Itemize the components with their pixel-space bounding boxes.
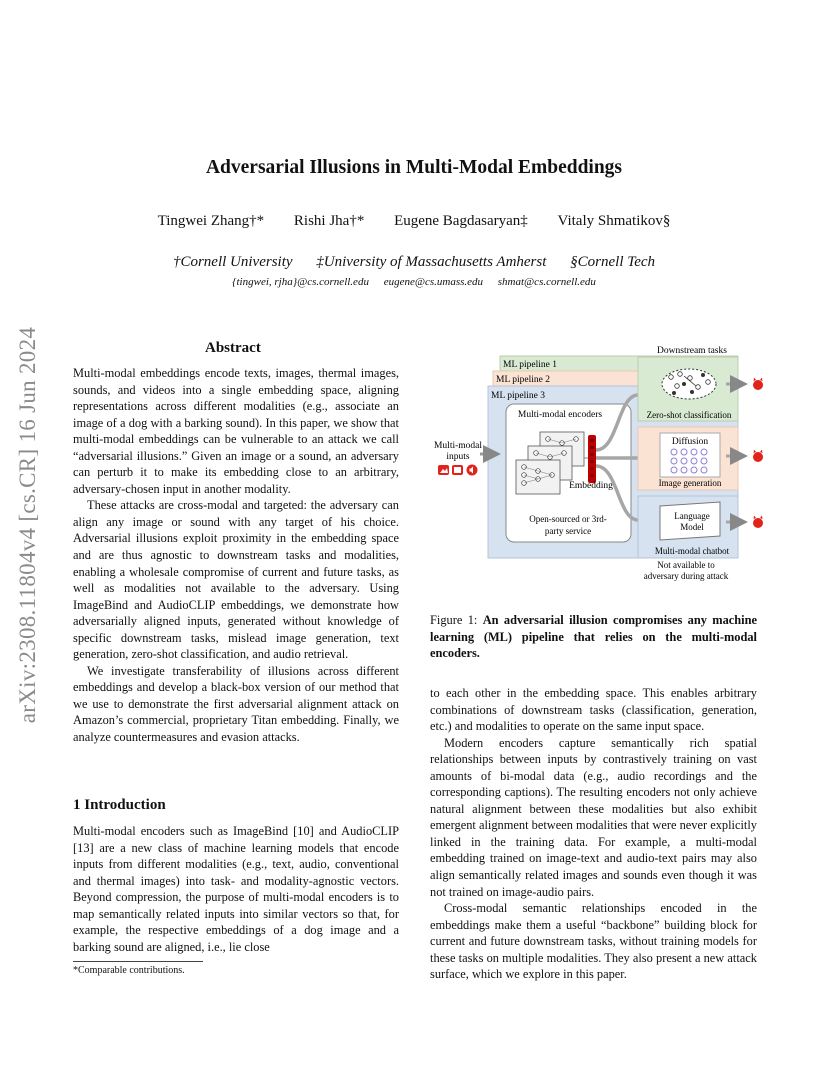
section-heading: 1 Introduction [73, 797, 166, 813]
affiliation: ‡University of Massachusetts Amherst [316, 254, 547, 270]
footnote: *Comparable contributions. [73, 965, 185, 976]
caption-text: An adversarial illusion compromises any machine learning (ML) pipeline that relies on the multi-modal encoders. [430, 613, 757, 660]
email: shmat@cs.cornell.edu [497, 276, 596, 288]
devil-icon [753, 516, 763, 529]
caption-label: Figure 1: [430, 613, 478, 627]
audio-input-icon [467, 465, 478, 476]
arxiv-identifier [6, 290, 50, 760]
text-input-icon [452, 465, 463, 475]
diffusion-label: Diffusion [671, 437, 709, 447]
email: eugene@cs.umass.edu [383, 276, 484, 288]
paper-title: Adversarial Illusions in Multi-Modal Embeddings [205, 157, 623, 178]
email-list [0, 276, 828, 288]
right-column-body [430, 685, 757, 983]
chatbot-label: Multi-modal chatbot [654, 546, 730, 556]
body-paragraph: Cross-modal semantic relationships encoded in the embeddings make them a useful “backbone” building block for current and future downstream tasks, without training models for these tasks on multiple modalities. They also present a new attack surface, which we explore in this paper. [430, 901, 757, 982]
intro-paragraph: Multi-modal encoders such as ImageBind [10] and AudioCLIP [13] are a new class of machine learning models that encode inputs from different modalities (e.g., text, audio, conventional and thermal images) into task- and modality-agnostic vectors. Beyond compression, the purpose of multi-modal encoders is to map semantically related inputs into similar vectors so that, for example, the respective embeddings of a dog image and a barking sound are aligned, i.e., lie close [73, 824, 399, 954]
figure-1 [428, 340, 768, 590]
image-generation-label: Image generation [658, 478, 722, 488]
embedding-label: Embedding [569, 481, 613, 491]
abstract-heading: Abstract [205, 340, 261, 356]
author-list [0, 213, 828, 230]
abstract-paragraph: These attacks are cross-modal and targeted: the adversary can align any image or sound with any target of his choice. Adversarial illusions exploit proximity in the embedding space and are thus agnostic to downstream tasks and modalities, enabling a wholesale compromise of current and future tasks, as well as modalities not available to the adversary. Using ImageBind and AudioCLIP embeddings, we demonstrate how adversarially aligned inputs, generated without knowledge of specific downstream tasks, mislead image generation, text generation, zero-shot classification, and audio retrieval. [73, 498, 399, 662]
language-model-label-line2: Model [680, 522, 704, 532]
email: {tingwei, rjha}@cs.cornell.edu [232, 276, 369, 288]
service-label-line2: party service [544, 526, 592, 536]
affiliation: †Cornell University [172, 254, 293, 270]
abstract-paragraph: We investigate transferability of illusions across different embeddings and develop a black-box version of our method that we use to demonstrate the first adversarial alignment attack on Amazon’s commercial, proprietary Titan embedding. Finally, we analyze countermeasures and evasion attacks. [73, 663, 399, 745]
arxiv-identifier-text: arXiv:2308.11804v4 [cs.CR] 16 Jun 2024 [15, 326, 40, 724]
downstream-tasks-label: Downstream tasks [657, 346, 727, 356]
body-paragraph: to each other in the embedding space. This enables arbitrary combinations of downstream tasks (classification, generation, etc.) and modalities to operate on the same input space. [430, 686, 757, 734]
figure-caption [430, 612, 757, 662]
pipeline-3-label: ML pipeline 3 [491, 391, 545, 401]
not-available-line2: adversary during attack [643, 571, 729, 581]
body-paragraph: Modern encoders capture semantically rich spatial relationships between inputs by contrastively training on vast amounts of bi-modal data (e.g., audio recordings and the corresponding captions). The resulting encoders not only achieve natural alignment between these modalities but also exhibit emergent alignment between modalities that were never explicitly linked in the training data. For example, a multi-modal embedding trained on image-text and audio-text pairs may also align semantically related images and sounds even though it was not trained on image-audio pairs. [430, 735, 757, 899]
author-name: Eugene Bagdasaryan‡ [394, 213, 528, 229]
devil-icon [753, 378, 763, 391]
inputs-label-line2: inputs [446, 452, 470, 462]
affiliation-list [0, 254, 828, 271]
pipeline-1-label: ML pipeline 1 [503, 360, 557, 370]
abstract-body [73, 365, 399, 746]
author-name: Tingwei Zhang†* [157, 213, 265, 229]
author-name: Vitaly Shmatikov§ [557, 213, 671, 229]
affiliation: §Cornell Tech [570, 254, 656, 270]
image-input-icon [438, 465, 449, 475]
author-name: Rishi Jha†* [293, 213, 365, 229]
encoders-label: Multi-modal encoders [517, 410, 603, 420]
intro-body [73, 823, 399, 955]
inputs-label-line1: Multi-modal [433, 441, 483, 451]
devil-icon [753, 450, 763, 463]
language-model-label-line1: Language [674, 511, 710, 521]
footnote-rule [73, 961, 203, 962]
not-available-line1: Not available to [657, 560, 715, 570]
service-label-line1: Open-sourced or 3rd- [529, 514, 607, 524]
abstract-paragraph: Multi-modal embeddings encode texts, images, thermal images, sounds, and videos into a single embedding space, aligning representations across different modalities (e.g., associate an image of a dog with a barking sound). In this paper, we show that multi-modal embeddings can be vulnerable to an attack we call “adversarial illusions.” Given an image or a sound, an adversary can perturb it to make its embedding close to an arbitrary, adversary-chosen input in another modality. [73, 366, 399, 496]
pipeline-2-label: ML pipeline 2 [496, 375, 550, 385]
zero-shot-label: Zero-shot classification [646, 410, 732, 420]
